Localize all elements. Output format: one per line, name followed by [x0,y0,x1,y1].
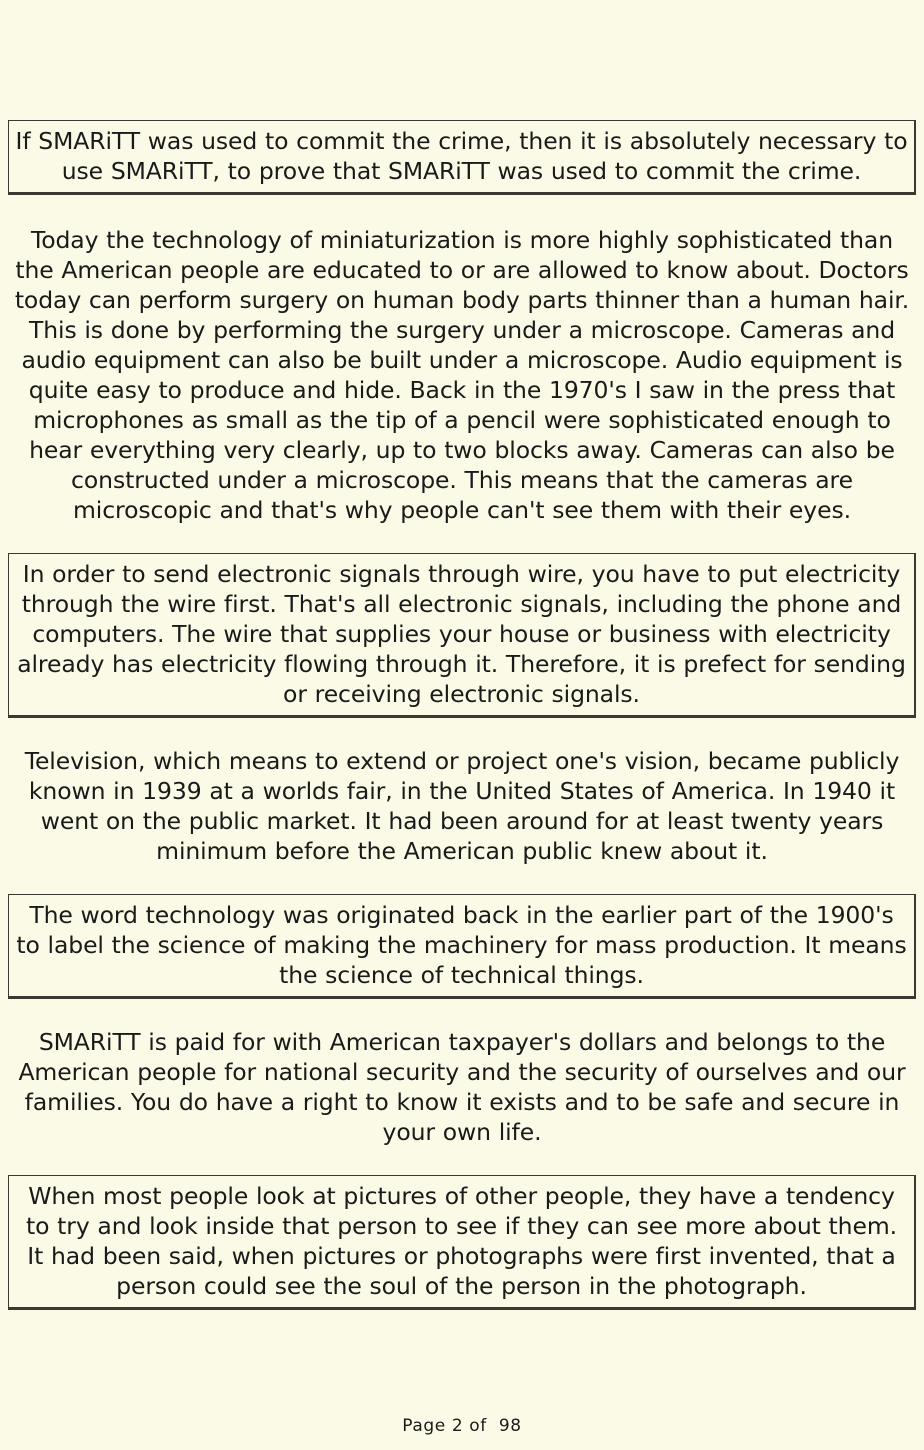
spacer [0,1147,924,1175]
paragraph-miniaturization: Today the technology of miniaturization is more highly sophisticated than the American people are educated to or are allowed to know about. Doctors today can perform surgery on human body parts thinner than a human hair. This is done by performing the surgery under a microscope. Cameras and audio equipment can also be built under a microscope. Audio equipment is quite easy to produce and hide. Back in the 1970's I saw in the press that microphones as small as the tip of a pencil were sophisticated enough to hear everything very clearly, up to two blocks away. Cameras can also be constructed under a microscope. This means that the cameras are microscopic and that's why people can't see them with their eyes. [14,226,910,524]
callout-smaritt-crime: If SMARiTT was used to commit the crime, then it is absolutely necessary to use SMARiTT, to prove that SMARiTT was used to commit the crime. [8,120,916,195]
spacer [0,866,924,894]
callout-word-technology: The word technology was originated back in the earlier part of the 1900's to label the science of making the machinery for mass production. It means the science of technical things. [8,894,916,999]
paragraph-taxpayer-dollars: SMARiTT is paid for with American taxpayer's dollars and belongs to the American people for national security and the security of ourselves and our families. You do have a right to know it exists and to be safe and secure in your own life. [18,1028,906,1146]
callout-pictures-soul: When most people look at pictures of other people, they have a tendency to try and look inside that person to see if they can see more about them. It had been said, when pictures or photographs were first invented, that a person could see the soul of the person in the photograph. [8,1175,916,1310]
spacer [0,525,924,553]
document-body [0,120,924,1310]
paragraph-television: Television, which means to extend or project one's vision, became publicly known in 1939 at a worlds fair, in the United States of America. In 1940 it went on the public market. It had been around for at least twenty years minimum before the American public knew about it. [24,747,900,865]
footer-page-word: Page [402,1416,446,1436]
footer-of-word: of [469,1416,487,1436]
spacer [0,195,924,225]
footer-page-number: 2 [451,1416,464,1436]
footer-total-pages: 98 [498,1416,522,1436]
footer-space-3 [487,1416,499,1436]
spacer [0,999,924,1027]
page-footer [0,1416,924,1436]
spacer [0,718,924,746]
callout-electronic-signals: In order to send electronic signals through wire, you have to put electricity through the wire first. That's all electronic signals, including the phone and computers. The wire that supplies your house or business with electricity already has electricity flowing through it. Therefore, it is prefect for sending or receiving electronic signals. [8,553,916,718]
